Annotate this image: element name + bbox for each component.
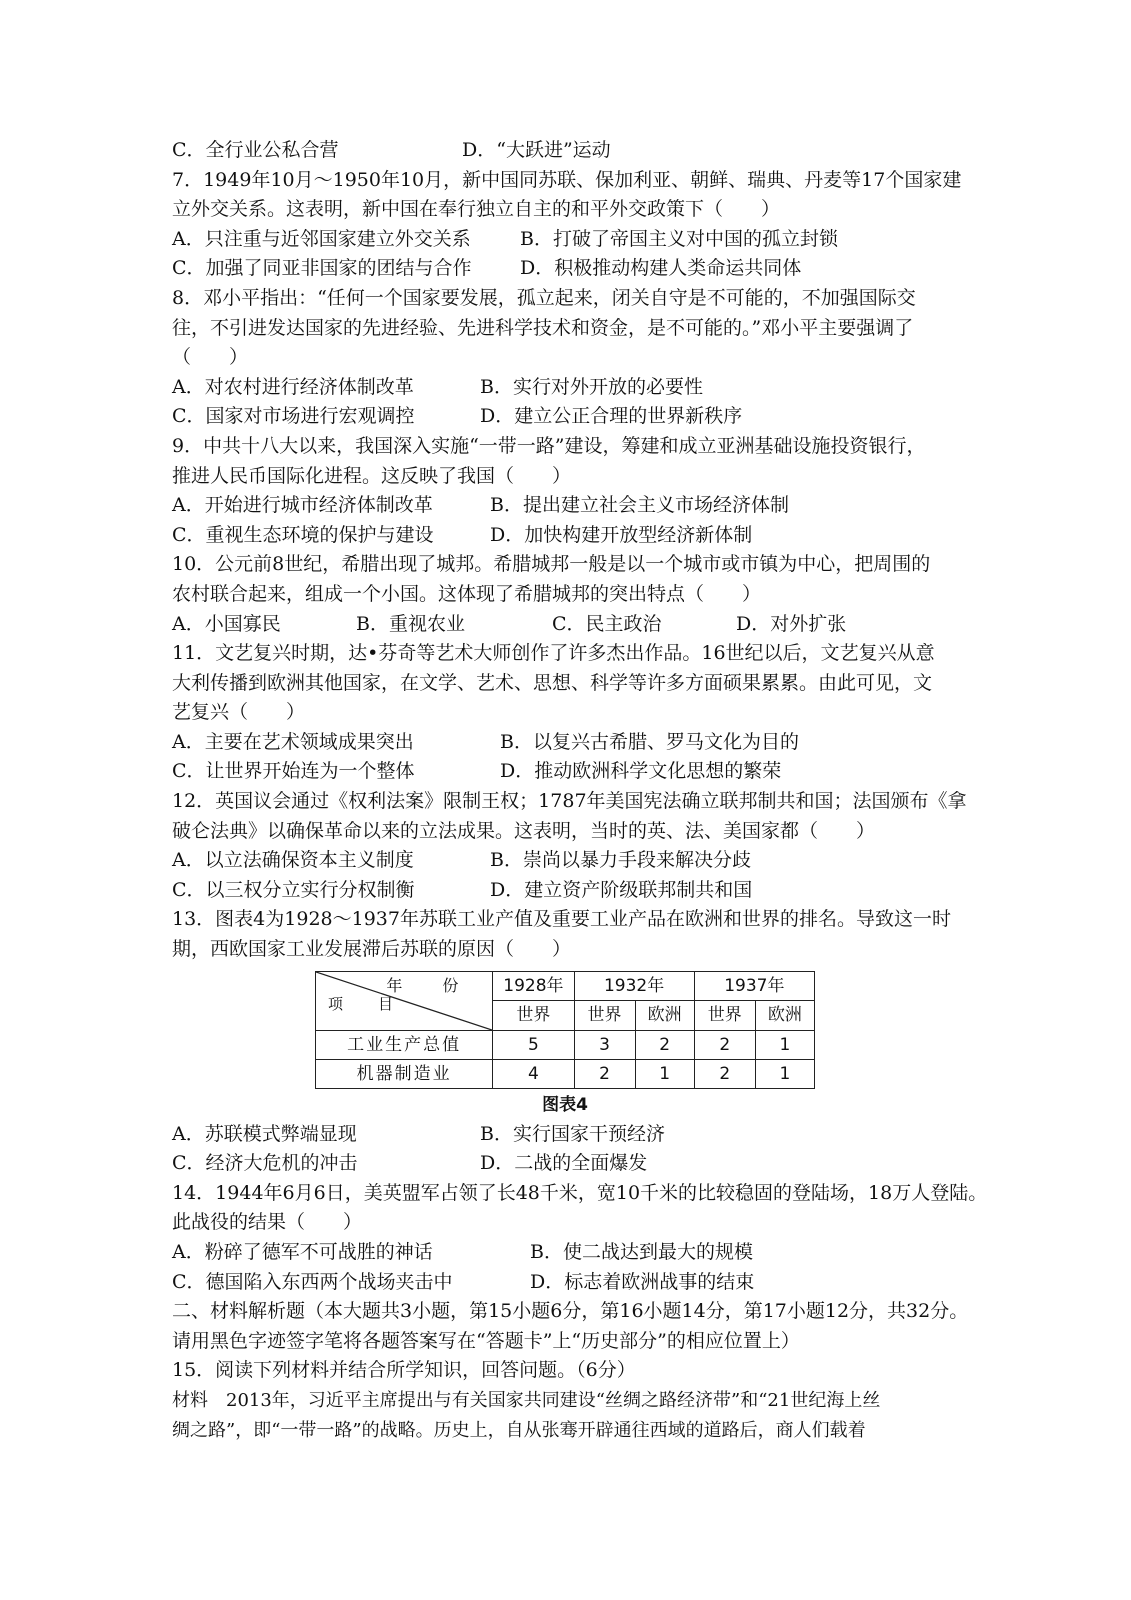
table-cell: 4 xyxy=(493,1059,574,1088)
option-c: C．让世界开始连为一个整体 xyxy=(172,760,415,783)
q9-options-cd xyxy=(172,521,972,551)
table-cell: 1 xyxy=(755,1059,814,1088)
q14-options-ab xyxy=(172,1238,972,1268)
q14-stem-line2: 此战役的结果（ ） xyxy=(172,1211,363,1234)
option-d: D．建立公正合理的世界新秩序 xyxy=(480,405,743,428)
table-cell: 1 xyxy=(635,1059,694,1088)
section2-heading-line2: 请用黑色字迹签字笔将各题答案写在“答题卡”上“历史部分”的相应位置上） xyxy=(172,1329,800,1352)
q11-options-cd xyxy=(172,757,972,787)
q14-stem-line1: 14．1944年6月6日，美英盟军占领了长48千米，宽10千米的比较稳固的登陆场，18万人登陆。 xyxy=(172,1181,988,1204)
q7-stem-line1: 7．1949年10月～1950年10月，新中国同苏联、保加利亚、朝鲜、瑞典、丹麦等17个国家建 xyxy=(172,168,962,191)
option-d: D．加快构建开放型经济新体制 xyxy=(490,523,753,546)
option-d: D．标志着欧洲战事的结束 xyxy=(530,1270,755,1293)
q12-options-ab xyxy=(172,846,972,876)
year-header-1928: 1928年 xyxy=(493,971,574,1001)
option-a: A．以立法确保资本主义制度 xyxy=(172,849,414,872)
q7-options-cd xyxy=(172,254,972,284)
page-content xyxy=(172,136,988,1445)
q11-stem-line2: 大利传播到欧洲其他国家，在文学、艺术、思想、科学等许多方面硕果累累。由此可见，文 xyxy=(172,671,933,694)
q9-stem-line2: 推进人民币国际化进程。这反映了我国（ ） xyxy=(172,464,572,487)
option-c: C．国家对市场进行宏观调控 xyxy=(172,405,415,428)
year-header-1937: 1937年 xyxy=(694,971,814,1001)
table-cell: 2 xyxy=(694,1030,755,1059)
table-caption: 图表4 xyxy=(542,1094,588,1115)
option-b: B．重视农业 xyxy=(356,612,465,635)
option-c: C．加强了同亚非国家的团结与合作 xyxy=(172,257,472,280)
subheader-cell: 世界 xyxy=(694,1001,755,1031)
option-c: C．经济大危机的冲击 xyxy=(172,1152,358,1175)
q8-options-ab xyxy=(172,373,972,403)
q7-stem-line2: 立外交关系。这表明，新中国在奉行独立自主的和平外交政策下（ ） xyxy=(172,198,781,221)
q13-options-ab xyxy=(172,1120,972,1150)
option-b: B．崇尚以暴力手段来解决分歧 xyxy=(490,849,751,872)
header-item-label: 项 目 xyxy=(328,994,404,1013)
q12-stem-line1: 12．英国议会通过《权利法案》限制王权；1787年美国宪法确立联邦制共和国；法国颁布《拿 xyxy=(172,790,967,813)
q6-options-cd xyxy=(172,136,972,166)
q8-stem-line3: （ ） xyxy=(172,346,249,369)
option-a: A．苏联模式弊端显现 xyxy=(172,1122,357,1145)
subheader-cell: 欧洲 xyxy=(755,1001,814,1031)
option-b: B．使二战达到最大的规模 xyxy=(530,1241,753,1263)
material-line1: 材料 2013年，习近平主席提出与有关国家共同建设“丝绸之路经济带”和“21世纪海上丝 xyxy=(172,1389,881,1411)
q14-options-cd xyxy=(172,1268,972,1298)
option-a: A．粉碎了德军不可战胜的神话 xyxy=(172,1241,433,1263)
subheader-cell: 欧洲 xyxy=(635,1001,694,1031)
table-cell: 2 xyxy=(694,1059,755,1088)
q11-stem-line3: 艺复兴（ ） xyxy=(172,701,306,724)
option-a: A．开始进行城市经济体制改革 xyxy=(172,494,433,517)
q9-stem-line1: 9．中共十八大以来，我国深入实施“一带一路”建设，筹建和成立亚洲基础设施投资银行， xyxy=(172,434,926,457)
q15-stem: 15．阅读下列材料并结合所学知识，回答问题。（6分） xyxy=(172,1359,636,1382)
year-header-1932: 1932年 xyxy=(574,971,694,1001)
q12-stem-line2: 破仑法典》以确保革命以来的立法成果。这表明，当时的英、法、美国家都（ ） xyxy=(172,819,876,842)
option-a: A．只注重与近邻国家建立外交关系 xyxy=(172,227,471,250)
option-c: C．以三权分立实行分权制衡 xyxy=(172,878,415,901)
subheader-cell: 世界 xyxy=(493,1001,574,1031)
q8-stem-line2: 往，不引进发达国家的先进经验、先进科学技术和资金，是不可能的。”邓小平主要强调了 xyxy=(172,316,914,339)
q8-stem-line1: 8．邓小平指出：“任何一个国家要发展，孤立起来，闭关自守是不可能的，不加强国际交 xyxy=(172,286,916,309)
option-d: D．建立资产阶级联邦制共和国 xyxy=(490,878,753,901)
ranking-table xyxy=(315,971,815,1089)
table-cell: 2 xyxy=(635,1030,694,1059)
q11-stem-line1: 11．文艺复兴时期，达•芬奇等艺术大师创作了许多杰出作品。16世纪以后，文艺复兴从意 xyxy=(172,642,935,665)
q13-stem-line2: 期，西欧国家工业发展滞后苏联的原因（ ） xyxy=(172,938,572,961)
q10-options xyxy=(172,610,972,640)
q10-stem-line2: 农村联合起来，组成一个小国。这体现了希腊城邦的突出特点（ ） xyxy=(172,582,762,605)
table-header-row-1 xyxy=(316,971,815,1001)
table-cell: 1 xyxy=(755,1030,814,1059)
q8-options-cd xyxy=(172,402,972,432)
option-d: D．积极推动构建人类命运共同体 xyxy=(520,257,802,280)
header-year-label: 年 份 xyxy=(386,975,471,995)
table-row xyxy=(316,1059,815,1088)
option-c: C．德国陷入东西两个战场夹击中 xyxy=(172,1270,453,1293)
subheader-cell: 世界 xyxy=(574,1001,635,1031)
material-line2: 绸之路”，即“一带一路”的战略。历史上，自从张骞开辟通往西域的道路后，商人们载着 xyxy=(172,1419,866,1441)
q13-options-cd xyxy=(172,1149,972,1179)
q13-stem-line1: 13．图表4为1928～1937年苏联工业产值及重要工业产品在欧洲和世界的排名。导致这一时 xyxy=(172,908,951,931)
option-c: C．重视生态环境的保护与建设 xyxy=(172,523,434,546)
option-b: B．打破了帝国主义对中国的孤立封锁 xyxy=(520,227,838,250)
q9-options-ab xyxy=(172,491,972,521)
q7-options-ab xyxy=(172,225,972,255)
option-a: A．主要在艺术领域成果突出 xyxy=(172,730,414,753)
table-cell: 5 xyxy=(493,1030,574,1059)
option-a: A．对农村进行经济体制改革 xyxy=(172,375,414,398)
section2-heading-line1: 二、材料解析题（本大题共3小题，第15小题6分，第16小题14分，第17小题12分，共32分。 xyxy=(172,1300,969,1323)
table-corner-cell xyxy=(316,971,493,1030)
option-a: A．小国寡民 xyxy=(172,612,281,635)
row-label: 机器制造业 xyxy=(316,1059,493,1088)
option-d: D．对外扩张 xyxy=(736,612,847,635)
option-d: D．二战的全面爆发 xyxy=(480,1152,648,1175)
chart-table-wrapper xyxy=(315,971,815,1118)
q11-options-ab xyxy=(172,728,972,758)
option-b: B．提出建立社会主义市场经济体制 xyxy=(490,494,789,517)
option-c: C．全行业公私合营 xyxy=(172,139,339,161)
option-c: C．民主政治 xyxy=(552,612,662,635)
row-label: 工业生产总值 xyxy=(316,1030,493,1059)
option-b: B．实行对外开放的必要性 xyxy=(480,375,703,398)
q12-options-cd xyxy=(172,876,972,906)
option-d: D．推动欧洲科学文化思想的繁荣 xyxy=(500,760,782,783)
q10-stem-line1: 10．公元前8世纪，希腊出现了城邦。希腊城邦一般是以一个城市或市镇为中心，把周围的 xyxy=(172,553,931,576)
option-b: B．实行国家干预经济 xyxy=(480,1122,665,1145)
table-cell: 2 xyxy=(574,1059,635,1088)
table-row xyxy=(316,1030,815,1059)
option-d: D．“大跃进”运动 xyxy=(462,139,611,161)
table-cell: 3 xyxy=(574,1030,635,1059)
option-b: B．以复兴古希腊、罗马文化为目的 xyxy=(500,730,799,753)
